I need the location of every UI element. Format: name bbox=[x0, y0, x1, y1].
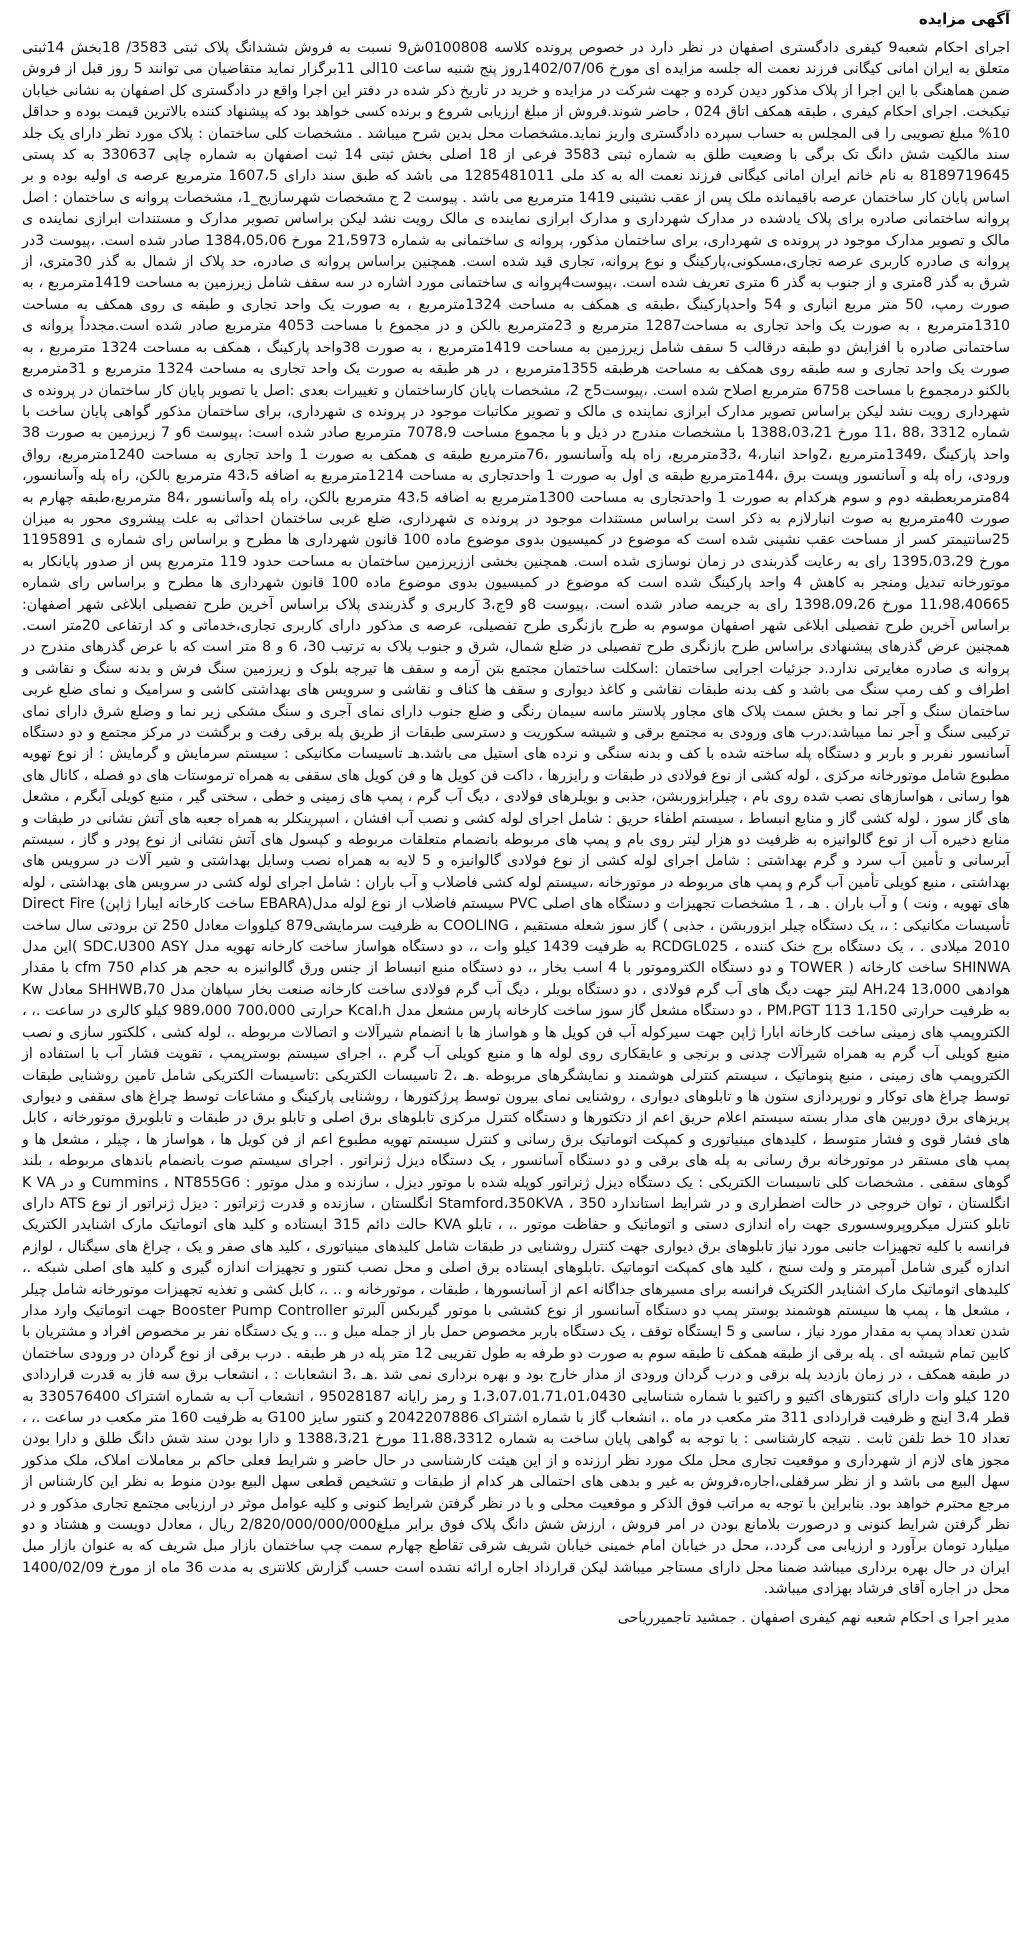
notice-signature: مدیر اجرا ی احکام شعبه نهم کیفری اصفهان . جمشید تاجمیرریاحی bbox=[617, 1609, 1010, 1626]
notice-title: آگهی مزایده bbox=[918, 10, 1010, 28]
auction-notice bbox=[22, 8, 1010, 1949]
notice-body: اجرای احکام شعبه9 کیفری دادگستری اصفهان در نظر دارد در خصوص پرونده کلاسه 0100808ش9 نسبت به فروش ششدانگ پلاک ثبتی 3583/ 18بخش 14ثبتی متعلق به ایران امانی کیگانی فرزند نعمت اله جلسه مزایده ای مورخ 1402/07/06روز پنج شنبه ساعت 10الی 11برگزار نماید متقاضیان می توانند 5 روز قبل از فروش ضمن هماهنگی با این اجرا از پلاک مذکور دیدن کرده و جهت شرکت در مزایده و خرید در تاریخ ذکر شده در دفتر این اجرا واقع در دادگستری کل اصفهان به نشانی خیابان نیکبخت. اجرای احکام کیفری ، طبقه همکف اتاق 024 ، حاضر شوند.فروش از مبلغ ارزیابی شروع و برنده کسی خواهد بود که پیشنهاد کننده بالاترین قیمت بوده و حداقل 10% مبلغ تصویبی را فی المجلس به حساب سپرده دادگستری واریز نماید.مشخصات محل بدین شرح میباشد . مشخصات کلی ساختمان : پلاک مورد نظر دارای یک جلد سند مالکیت شش دانگ تک برگی با وضعیت طلق به شماره ثبتی 3583 فرعی از 18 اصلی بخش ثبتی 14 ثبت اصفهان به شماره چاپی 330637 به کد پستی 8189719645 به نام خانم ایران امانی کیگانی فرزند نعمت اله به کد ملی 1285481011 می باشد که طبق سند دارای 1607،5 مترمربع عرصه ی اولیه بوده و بر اساس پایان کار ساختمان عرصه باقیمانده ملک پس از عقب نشینی 1419 مترمربع می باشد . پیوست 2 ج مشخصات شهرسازیج_1، مشخصات پروانه ی ساختمان : اصل پروانه ساختمانی صادره برای پلاک یادشده در مدارک شهرداری و مدارک ابرازی نماینده ی مالک رویت نشد لیکن براساس تصویر مدارک و مستندات ابرازی نماینده ی مالک و تصویر مدارک موجود در پرونده ی شهرداری، برای ساختمان مذکور، پروانه ی ساختمانی به شماره 21،5973 مورخ 1384،05،06 صادر شده است. ،پیوست 3در پروانه ی صادره کاربری عرصه تجاری،مسکونی،پارکینگ و نوع پروانه، تجاری قید شده است. همچنین براساس پروانه ی صادره، حد پلاک از شمال به گذر 30متری، از شرق به گذر 8متری و از جنوب به گذر 6 متری تعریف شده است. ،پیوست4پروانه ی ساختمانی مورد اشاره در سه سقف شامل زیرزمین به مساحت 1419مترمربع ، به صورت رمپ، 50 متر مربع انباری و 54 واحدپارکینگ ،طبقه ی همکف به مساحت 1324مترمربع ، به صورت یک واحد تجاری و طبقه ی روی همکف به مساحت 1310مترمربع ، به صورت یک واحد تجاری به مساحت1287 مترمربع و 23مترمربع بالکن و در مجموع با مساحت 4053 مترمربع صادر شده است.مجدداً پروانه ی ساختمانی صادره با افزایش دو طبقه درقالب 5 سقف شامل زیرزمین به مساحت 1419مترمربع ، به صورت 38واحد پارکینگ ، همکف به مساحت 1324 مترمربع ، به صورت یک واحد تجاری و سه طبقه روی همکف به مساحت هرطبقه 1355مترمربع ، در هر طبقه به صورت یک واحد تجاری به مساحت 1324 مترمربع و 31مترمربع بالکنو درمجموع با مساحت 6758 مترمربع اصلاح شده است. ،پیوست5ج 2، مشخصات پایان کارساختمان و تغییرات بعدی :اصل یا تصویر پایان کار ساختمان در پرونده ی شهرداری رویت نشد لیکن براساس تصویر مدارک ابرازی نماینده ی مالک و تصویر مکاتبات موجود در پرونده ی شهرداری، برای ساختمان مذکور گواهی پایان ساخت با شماره 3312 ،88 ،11 مورخ 1388،03،21 با مشخصات مندرج در ذیل و با مجموع مساحت 7078،9 مترمربع صادر شده است: ،پیوست 6و 7 زیرزمین به صورت 38 واحد پارکینگ ،1349مترمربع ،2واحد انبار،4 ،33مترمربع، راه پله وآسانسور ،76مترمربع طبقه ی همکف به صورت 1 واحد تجاری به مساحت 1240مترمربع، رواق ورودی، راه پله و آسانسور وپست برق ،144مترمربع طبقه ی اول به صورت 1 واحدتجاری به مساحت 1214مترمربع به اضافه 43،5 مترمربع بالکن، راه پله وآسانسور، 84مترمربعطبقه دوم و سوم هرکدام به صورت 1 واحدتجاری به مساحت 1300مترمربع به اضافه 43،5 مترمربع بالکن، راه پله وآسانسور ،84 مترمربع،طبقه چهارم به صورت 40مترمربع به صوت انبارلازم به ذکر است براساس مستندات موجود در پرونده ی شهرداری، ضلع غربی ساختمان احداثی به علت پیشروی محور به میزان 25سانتیمتر کسر از مساحت عقب نشینی شده است که موضوع در کمیسیون بدوی موضوع ماده 100 قانون شهرداری ها مطرح و براساس رای شماره ی 1195891 مورخ 1395،03،29 رای به رعایت گذربندی در زمان نوسازی شده است. همچنین بخشی اززیرزمین ساختمان به مساحت حدود 119 مترمربع پس از صدور پایانکار به موتورخانه تبدیل ومنجر به کاهش 4 واحد پارکینگ شده است که موضوع در کمیسیون بدوی موضوع ماده 100 قانون شهرداری ها مطرح و براساس رای شماره 11،98،40665 مورخ 1398،09،26 رای به جریمه صادر شده است. ،پیوست 8و 9ج،3 کاربری و گذربندی پلاک براساس آخرین طرح تفصیلی ابلاغی شهر اصفهان: براساس آخرین طرح تفصیلی ابلاغی شهر اصفهان موسوم به طرح بازنگری طرح تفصیلی، عرصه ی مذکور دارای کاربری تجاری،خدماتی و کد ارتفاعی 20متر است. همچنین عرض گذرهای پیشنهادی براساس طرح بازنگری طرح تفصیلی در ضلع شمال، شرق و جنوب پلاک به ترتیب 30، 6 و 8 متر است که با عرض گذرهای مندرج در پروانه ی صادره مغایرتی ندارد.د جزئیات اجرایی ساختمان :اسکلت ساختمان مجتمع بتن آرمه و سقف ها تیرچه بلوک و زیرزمین سنگ فرش و بدنه سنگ و نقاشی و اطراف و کف رمپ سنگ می باشد و کف بدنه طبقات نقاشی و کاغذ دیواری و سقف ها کناف و نقاشی و سرویس های بهداشتی کاشی و سرامیک و نمای ضلع غربی ساختمان سنگ و آجر نما و بخش سمت پلاک های مجاور پلاستر ماسه سیمان رنگی و ضلع جنوب دارای نمای آجری و سنگ مشکی زیر نما و وضلع شرق دارای نمای ترکیبی سنگ و آجر نما میباشد.درب های ورودی به مجتمع برقی و شیشه سکوریت و دسترسی طبقات از طریق پله برقی رفت و برگشت در مرکز مجتمع و دو دستگاه آسانسور نفربر و باربر و دستگاه پله ساخته شده با کف و بدنه سنگی و نرده های استیل می باشد.هـ تاسیسات مکانیکی : سیستم سرمایش و گرمایش : از نوع تهویه مطبوع شامل موتورخانه مرکزی ، لوله کشی از نوع فولادی در طبقات و رایزرها ، داکت فن کویل ها و فن کویل های سقفی به همراه ترموستات های دو فصله ، کانال های هوا رسانی ، هواسازهای نصب شده روی بام ، چیلرابزوربشن، جذبی و بویلرهای فولادی ، دیگ آب گرم ، پمپ های زمینی و خطی ، سختی گیر ، منبع کویلی آبگرم ، مشعل های گاز سوز ، لوله کشی گاز و منابع انبساط ، سیستم اطفاء حریق : شامل اجرای لوله کشی و نصب آب افشان ، اسپرینکلر به همراه جعبه های آتش نشانی در طبقات و منابع ذخیره آب از نوع گالوانیزه به ظرفیت دو هزار لیتر روی بام و پمپ های مربوطه بانضمام متعلقات مربوطه و کپسول های آتش نشانی از نوع پودر و گاز ، سیستم آبرسانی و تأمین آب سرد و گرم بهداشتی : شامل اجرای لوله کشی از نوع فولادی گالوانیزه و 5 لایه به همراه نصب وسایل بهداشتی و شیر آلات در سرویس های بهداشتی ، منبع کویلی تأمین آب گرم و پمپ های مربوطه در موتورخانه ،سیستم لوله کشی فاضلاب و آب باران : شامل اجرای لوله کشی در سرویس های بهداشتی ، لوله های تهویه ، ونت ) و آب باران . هـ ، 1 مشخصات تجهیزات و دستگاه های اصلی PVC سیستم فاضلاب از نوع لوله مدل(EBARA ساخت کارخانه ایبارا ژاپن) Direct Fire تأسیسات مکانیکی : ،، یک دستگاه چیلر ابزوربشن ، جذبی ) گاز سوز شعله مستقیم ، COOLING به ظرفیت سرمایشی879 کیلووات معادل 250 تن برودتی سال ساخت 2010 میلادی . ، یک دستگاه برج خنک کننده ، RCDGL025 به ظرفیت 1439 کیلو وات ،، دو دستگاه هواساز ساخت کارخانه تهویه مدل SDC،U300 ASY )این مدل SHINWA ساخت کارخانه ( TOWER و دو دستگاه الکتروموتور با 4 اسب بخار ،، دو دستگاه منبع انبساط از جنس ورق گالوانیزه به حجم هر کدام 750 cfm با مقدار هوادهی 13،000 AH،24 لیتر جهت دیگ های آب گرم فولادی ، دو دستگاه بویلر ، دیگ آب گرم فولادی ساخت کارخانه صنعت بخار سپاهان مدل SHHWB،70 معادل Kw به ظرفیت حرارتی 1،150 113 PM،PGT ، دو دستگاه مشعل گاز سوز ساخت کارخانه پارس مشعل مدل Kcal،h حرارتی 700،000 989،000 کیلو کالری در ساعت .، ، الکتروپمپ های زمینی ساخت کارخانه ابارا ژاپن جهت سیرکوله آب فن کویل ها و هواساز ها با انضمام شیرآلات و اتصالات مربوطه .، لوله کشی ، کلکتور سازی و نصب منبع کویلی آب گرم به همراه شیرآلات چدنی و برنجی و عایقکاری روی لوله ها و منبع کویلی آب گرم .، اجرای سیستم بوسترپمپ ، تقویت فشار آب با استفاده از الکتروپمپ های زمینی ، منبع پنوماتیک ، سیستم کنترلی هوشمند و نمایشگرهای مربوطه .هـ ،2 تاسیسات الکتریکی :تاسیسات الکتریکی شامل تامین روشنایی طبقات توسط چراغ های توکار و نورپردازی ستون ها و تابلوهای دیواری ، روشنایی نمای بیرون توسط پرژکتورها ، روشنایی پارکینگ و مشاعات توسط چراغ های سقفی و دیواری پریزهای برق دوربین های مدار بسته سیستم اعلام حریق اعم از دتکتورها و دستگاه کنترل مرکزی تابلوهای برق اصلی و تابلو برق در طبقات و تابلوبرق موتورخانه ، کابل های فشار قوی و فشار متوسط ، کلیدهای مینیاتوری و کمپکت اتوماتیک برق رسانی و کنترل سیستم تهویه مطبوع اعم از فن کویل ها ، هواساز ها ، چیلر ، مشعل ها و پمپ های مستقر در موتورخانه برق رسانی به پله های برقی و دو دستگاه آسانسور ، یک دستگاه دیزل ژنراتور . اجرای سیستم صوت بانضمام باندهای مربوطه ، بلند گوهای سقفی . مشخصات کلی تاسیسات الکتریکی : یک دستگاه دیزل ژنراتور کوپله شده با موتور دیزل ، سازنده و مدل موتور : Cummins ، NT855G6 و در K VA انگلستان ، توان خروجی در حالت اضطراری و در شرایط استاندارد 350 ، Stamford،350KVA انگلستان ، سازنده و قدرت ژنراتور : دیزل ژنراتور از نوع ATS دارای تابلو کنترل میکروپروسسوری جهت راه اندازی دستی و اتوماتیک و حفاظت موتور .، ، تابلو KVA حالت دائم 315 ایستاده و کلید های اتوماتیک مارک اشنایدر الکتریک فرانسه با کلیه تجهیزات جانبی مورد نیاز تابلوهای برق دیواری جهت کنترل روشنایی در طبقات شامل کلیدهای مینیاتوری ، کلید های صفر و یک ، چراغ های سیگنال ، لوازم اندازه گیری شامل آمپرمتر و ولت سنج ، کلید های کمپکت اتوماتیک .تابلوهای ایستاده برق اصلی و محل نصب کنتور و تجهیزات اندازه گیری و کلید های اصلی شبکه .، کلیدهای اتوماتیک مارک اشنایدر الکتریک فرانسه برای مسیرهای جداگانه اعم از آسانسورها ، طبقات ، موتورخانه و .. .، کابل کشی و تغذیه تجهیزات موتورخانه شامل چیلر ، مشعل ها ، پمپ ها سیستم هوشمند بوستر پمپ دو دستگاه آسانسور از نوع کششی با موتور گیربکس آلبرتو Booster Pump Controller جهت اتوماتیک وارد مدار شدن تعداد پمپ به مقدار مورد نیاز ، ساسی و 5 ایستگاه توقف ، یک دستگاه باربر مخصوص حمل بار از جمله مبل و ... و یک دستگاه نفر بر مخصوص افراد و مشتریان با کابین تمام شیشه ای . پله برقی از طبقه همکف تا طبقه سوم به صورت دو طرفه به طول تقریبی 12 متر پله در هر طبقه . درب برقی از نوع گردان در ورودی ساختمان در طبقه همکف ، در زمان بازدید پله برقی و درب گردان ورودی از مدار خارج بود و بهره برداری نمی شد .هـ ،3 انشعابات : ، انشعاب برق سه فاز به قدرت قراردادی 120 کیلو وات دارای کنتورهای اکتیو و راکتیو با شماره شناسایی 1،3،07،01،71،01،0430 و رمز رایانه 95028187 ، انشعاب آب به شماره اشتراک 330576400 به قطر 3،4 اینچ و ظرفیت قراردادی 311 متر مکعب در ماه .، انشعاب گاز با شماره اشتراک 2042207886 و کنتور سایز G100 به ظرفیت 160 متر مکعب در ساعت .، ، تعداد 10 خط تلفن ثابت . نتیجه کارشناسی : با توجه به گواهی پایان ساخت به شماره 11،88،3312 مورخ 1388،3،21 و دارا بودن سند شش دانگ طلق و دارا بودن مجوز های لازم از شهرداری و موقعیت تجاری محل ملک مورد نظر ارزنده و از این هیئت کارشناسی در حال حاضر و شرایط فعلی حاکم بر معاملات املاک، ملک مذکور سهل البیع می باشد و از نظر سرقفلی،اجاره،فروش به غیر و بدهی های احتمالی هر کدام از طبقات و تشخیص قطعی سهل البیع بودن منوط به نظر این کارشناس از مرجع محترم خواهد بود. بنابراین با توجه به مراتب فوق الذکر و موقعیت محلی و با در نظر گرفتن شرایط کنونی و کلیه عوامل موثر در ارزیابی مجتمع تجاری مذکور و در نظر گرفتن شرایط کنونی و درصورت بلامانع بودن در امر فروش ، ارزش شش دانگ پلاک فوق برابر مبلغ2/820/000/000/000 ریال ، معادل دویست و هشتاد و دو میلیارد تومان برآورد و ارزیابی می گردد.، محل در خیابان امام خمینی خیابان شریف شرقی تقاطع چهارم سمت چپ ساختمان بازار مبل شریف که به عنوان بازار مبل ایران در حال بهره برداری میباشد ضمنا محل دارای مستاجر میباشد لیکن قرارداد اجاره ارائه نشده است حسب گزارش کلانتری به مدت 36 ماه از مورخ 1400/02/09 محل در اجاره آقای فرشاد بهزادی میباشد. bbox=[22, 40, 1011, 1598]
